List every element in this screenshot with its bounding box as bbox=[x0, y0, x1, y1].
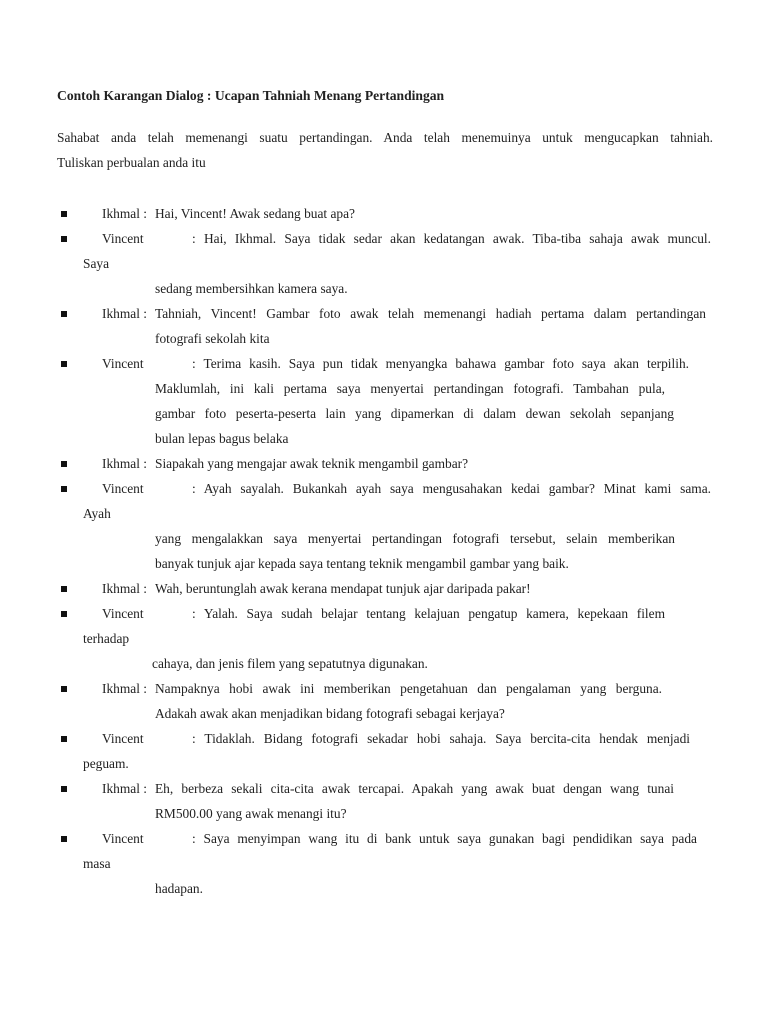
dialog-line: Siapakah yang mengajar awak teknik mengambil gambar? bbox=[155, 456, 469, 471]
dialog-line: bulan lepas bagus belaka bbox=[155, 431, 289, 446]
speaker-name: Ikhmal : bbox=[102, 581, 147, 596]
dialog-line: Tahniah, Vincent! Gambar foto awak telah memenangi hadiah pertama dalam pertandingan bbox=[155, 306, 706, 321]
dialog-line: : Hai, Ikhmal. Saya tidak sedar akan kedatangan awak. Tiba-tiba sahaja awak muncul. bbox=[192, 231, 711, 246]
bullet-icon bbox=[61, 611, 67, 617]
dialog-line: : Saya menyimpan wang itu di bank untuk saya gunakan bagi pendidikan saya pada bbox=[192, 831, 697, 846]
dialog-line: Saya bbox=[83, 256, 110, 271]
dialog-line: fotografi sekolah kita bbox=[155, 331, 270, 346]
speaker-name: Vincent bbox=[102, 481, 144, 496]
dialog-line: gambar foto peserta-peserta lain yang dipamerkan di dalam dewan sekolah sepanjang bbox=[155, 406, 674, 421]
speaker-name: Vincent bbox=[102, 731, 144, 746]
dialog-line: RM500.00 yang awak menangi itu? bbox=[155, 806, 347, 821]
speaker-name: Vincent bbox=[102, 606, 144, 621]
intro-line-2: Tuliskan perbualan anda itu bbox=[57, 155, 206, 170]
speaker-name: Ikhmal : bbox=[102, 456, 147, 471]
bullet-icon bbox=[61, 586, 67, 592]
dialog-line: : Yalah. Saya sudah belajar tentang kelajuan pengatup kamera, kepekaan filem bbox=[192, 606, 665, 621]
speaker-name: Ikhmal : bbox=[102, 206, 147, 221]
dialog-line: sedang membersihkan kamera saya. bbox=[155, 281, 348, 296]
bullet-icon bbox=[61, 486, 67, 492]
bullet-icon bbox=[61, 786, 67, 792]
bullet-icon bbox=[61, 836, 67, 842]
dialog-line: hadapan. bbox=[155, 881, 203, 896]
bullet-icon bbox=[61, 311, 67, 317]
dialog-line: Wah, beruntunglah awak kerana mendapat tunjuk ajar daripada pakar! bbox=[155, 581, 531, 596]
dialog-line: Eh, berbeza sekali cita-cita awak tercapai. Apakah yang awak buat dengan wang tunai bbox=[155, 781, 674, 796]
dialog-line: peguam. bbox=[83, 756, 129, 771]
dialog-line: cahaya, dan jenis filem yang sepatutnya digunakan. bbox=[152, 656, 428, 671]
dialog-line: yang mengalakkan saya menyertai pertandingan fotografi tersebut, selain memberikan bbox=[155, 531, 675, 546]
bullet-icon bbox=[61, 236, 67, 242]
dialog-line: : Tidaklah. Bidang fotografi sekadar hobi sahaja. Saya bercita-cita hendak menjadi bbox=[192, 731, 690, 746]
bullet-icon bbox=[61, 461, 67, 467]
speaker-name: Ikhmal : bbox=[102, 681, 147, 696]
document-title: Contoh Karangan Dialog : Ucapan Tahniah Menang Pertandingan bbox=[57, 88, 445, 103]
bullet-icon bbox=[61, 211, 67, 217]
dialog-line: Ayah bbox=[83, 506, 111, 521]
speaker-name: Vincent bbox=[102, 356, 144, 371]
dialog-line: Nampaknya hobi awak ini memberikan pengetahuan dan pengalaman yang berguna. bbox=[155, 681, 662, 696]
speaker-name: Ikhmal : bbox=[102, 781, 147, 796]
dialog-line: banyak tunjuk ajar kepada saya tentang teknik mengambil gambar yang baik. bbox=[155, 556, 569, 571]
speaker-name: Vincent bbox=[102, 231, 144, 246]
dialog-line: Maklumlah, ini kali pertama saya menyertai pertandingan fotografi. Tambahan pula, bbox=[155, 381, 665, 396]
bullet-icon bbox=[61, 736, 67, 742]
dialog-line: Hai, Vincent! Awak sedang buat apa? bbox=[155, 206, 355, 221]
intro-line-1: Sahabat anda telah memenangi suatu pertandingan. Anda telah menemuinya untuk mengucapkan tahniah. bbox=[57, 130, 713, 145]
dialog-line: : Ayah sayalah. Bukankah ayah saya mengusahakan kedai gambar? Minat kami sama. bbox=[192, 481, 711, 496]
dialog-line: : Terima kasih. Saya pun tidak menyangka bahawa gambar foto saya akan terpilih. bbox=[192, 356, 689, 371]
bullet-icon bbox=[61, 361, 67, 367]
dialog-line: masa bbox=[83, 856, 111, 871]
dialog-line: Adakah awak akan menjadikan bidang fotografi sebagai kerjaya? bbox=[155, 706, 505, 721]
speaker-name: Ikhmal : bbox=[102, 306, 147, 321]
bullet-icon bbox=[61, 686, 67, 692]
dialog-line: terhadap bbox=[83, 631, 130, 646]
speaker-name: Vincent bbox=[102, 831, 144, 846]
